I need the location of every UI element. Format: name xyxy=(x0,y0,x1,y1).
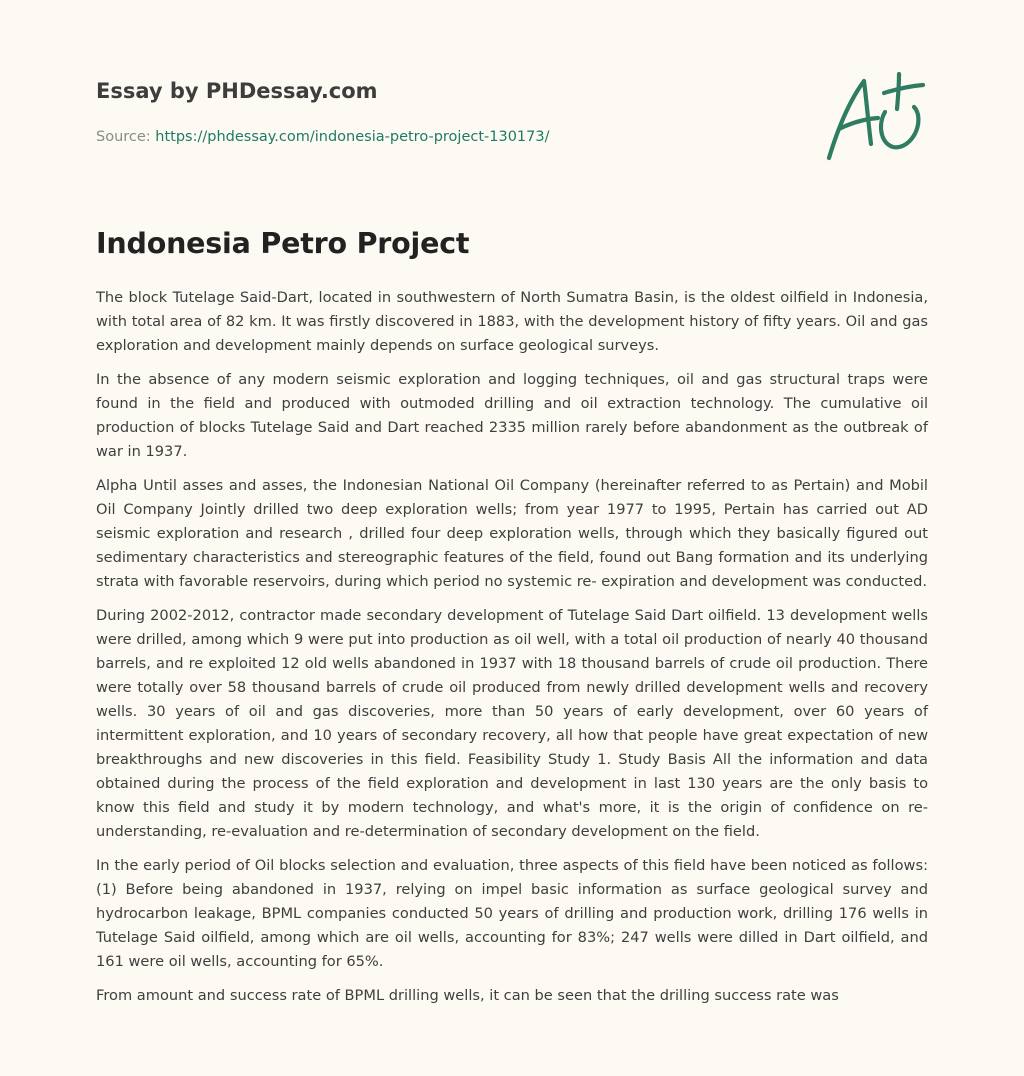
paragraph: During 2002-2012, contractor made secondary development of Tutelage Said Dart oilfield. 13 development wells were drilled, among which 9 were put into production as oil well, with a total oil production of nearly 40 thousand barrels, and re exploited 12 old wells abandoned in 1937 with 18 thousand barrels of crude oil production. There were totally over 58 thousand barrels of crude oil produced from newly drilled development wells and recovery wells. 30 years of oil and gas discoveries, more than 50 years of early development, over 60 years of intermittent exploration, and 10 years of secondary recovery, all how that people have great expectation of new breakthroughs and new discoveries in this field. Feasibility Study 1. Study Basis All the information and data obtained during the process of the field exploration and development in last 130 years are the only basis to know this field and study it by modern technology, and what's more, it is the origin of confidence on re- understanding, re-evaluation and re-determination of secondary development on the field. xyxy=(96,607,928,840)
paragraph: In the early period of Oil blocks selection and evaluation, three aspects of this field have been noticed as follows: (1) Before being abandoned in 1937, relying on impel basic information as surface geological survey and hydrocarbon leakage, BPML companies conducted 50 years of drilling and production work, drilling 176 wells in Tutelage Said oilfield, among which are oil wells, accounting for 83%; 247 wells were dilled in Dart oilfield, and 161 were oil wells, accounting for 65%. xyxy=(96,857,928,970)
paragraph: The block Tutelage Said-Dart, located in southwestern of North Sumatra Basin, is the oldest oilfield in Indonesia, with total area of 82 km. It was firstly discovered in 1883, with the development history of fifty years. Oil and gas exploration and development mainly depends on surface geological surveys. xyxy=(96,289,928,354)
essay-header xyxy=(96,78,796,146)
source-link[interactable]: https://phdessay.com/indonesia-petro-project-130173/ xyxy=(155,129,550,145)
site-title: Essay by PHDessay.com xyxy=(96,79,378,103)
essay-body xyxy=(96,286,928,1018)
paragraph: Alpha Until asses and asses, the Indonesian National Oil Company (hereinafter referred to as Pertain) and Mobil Oil Company Jointly drilled two deep exploration wells; from year 1977 to 1995, Pertain has carried out AD seismic exploration and research , drilled four deep exploration wells, through which they basically figured out sedimentary characteristics and stereographic features of the field, found out Bang formation and its underlying strata with favorable reservoirs, during which period no systemic re- expiration and development was conducted. xyxy=(96,477,928,590)
paragraph: From amount and success rate of BPML drilling wells, it can be seen that the drilling success rate was xyxy=(96,987,839,1004)
source-label: Source: xyxy=(96,129,151,145)
source-line xyxy=(96,128,796,146)
essay-title: Indonesia Petro Project xyxy=(96,227,470,260)
paragraph: In the absence of any modern seismic exploration and logging techniques, oil and gas structural traps were found in the field and produced with outmoded drilling and oil extraction technology. The cumulative oil production of blocks Tutelage Said and Dart reached 2335 million rarely before abandonment as the outbreak of war in 1937. xyxy=(96,371,928,460)
a-plus-logo-icon xyxy=(822,66,928,166)
